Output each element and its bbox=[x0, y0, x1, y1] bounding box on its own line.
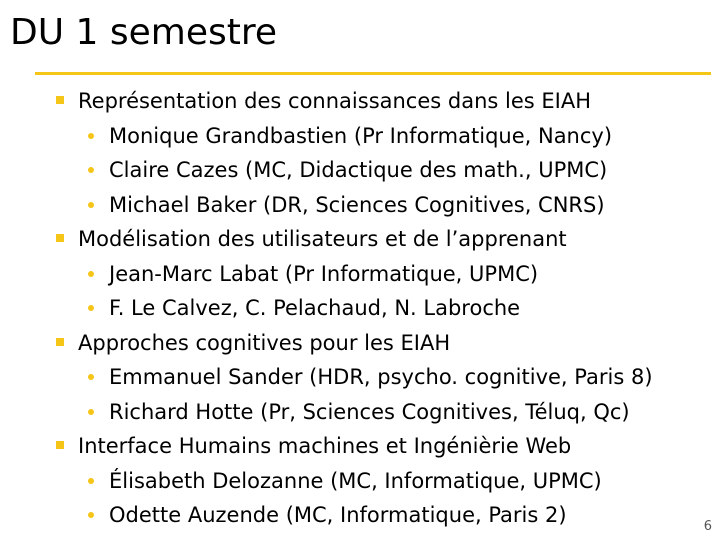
dot-bullet-icon bbox=[88, 305, 94, 311]
section-label: Modélisation des utilisateurs et de l’apprenant bbox=[78, 227, 567, 251]
person-item bbox=[55, 119, 710, 154]
person-label: Emmanuel Sander (HDR, psycho. cognitive, Paris 8) bbox=[109, 365, 653, 389]
square-bullet-icon bbox=[56, 338, 64, 346]
section-item bbox=[55, 222, 710, 257]
dot-bullet-icon bbox=[88, 271, 94, 277]
dot-bullet-icon bbox=[88, 374, 94, 380]
person-item bbox=[55, 360, 710, 395]
dot-bullet-icon bbox=[88, 478, 94, 484]
person-item bbox=[55, 395, 710, 430]
person-label: F. Le Calvez, C. Pelachaud, N. Labroche bbox=[109, 296, 521, 320]
section-label: Interface Humains machines et Ingénièrie Web bbox=[78, 434, 572, 458]
section-label: Approches cognitives pour les EIAH bbox=[78, 330, 451, 355]
slide-title: DU 1 semestre bbox=[10, 12, 278, 53]
title-underline bbox=[35, 72, 711, 75]
section-item bbox=[55, 326, 710, 361]
section-label: Représentation des connaissances dans les EIAH bbox=[78, 89, 592, 113]
person-label: Richard Hotte (Pr, Sciences Cognitives, Téluq, Qc) bbox=[109, 399, 630, 424]
square-bullet-icon bbox=[56, 441, 64, 449]
person-item bbox=[55, 257, 710, 292]
dot-bullet-icon bbox=[88, 409, 94, 415]
dot-bullet-icon bbox=[88, 512, 94, 518]
dot-bullet-icon bbox=[88, 167, 94, 173]
dot-bullet-icon bbox=[88, 202, 94, 208]
page-number: 6 bbox=[703, 519, 712, 534]
person-label: Jean-Marc Labat (Pr Informatique, UPMC) bbox=[109, 261, 539, 286]
person-label: Claire Cazes (MC, Didactique des math., UPMC) bbox=[109, 158, 608, 182]
person-item bbox=[55, 291, 710, 326]
person-item bbox=[55, 498, 710, 533]
square-bullet-icon bbox=[56, 96, 64, 104]
bullet-list bbox=[55, 84, 710, 533]
person-label: Odette Auzende (MC, Informatique, Paris 2) bbox=[109, 503, 567, 527]
person-label: Monique Grandbastien (Pr Informatique, Nancy) bbox=[109, 123, 613, 148]
square-bullet-icon bbox=[56, 234, 64, 242]
section-item bbox=[55, 429, 710, 464]
section-item bbox=[55, 84, 710, 119]
person-item bbox=[55, 153, 710, 188]
dot-bullet-icon bbox=[88, 133, 94, 139]
person-label: Michael Baker (DR, Sciences Cognitives, CNRS) bbox=[109, 192, 605, 217]
person-item bbox=[55, 188, 710, 223]
person-item bbox=[55, 464, 710, 499]
person-label: Élisabeth Delozanne (MC, Informatique, UPMC) bbox=[109, 468, 602, 493]
